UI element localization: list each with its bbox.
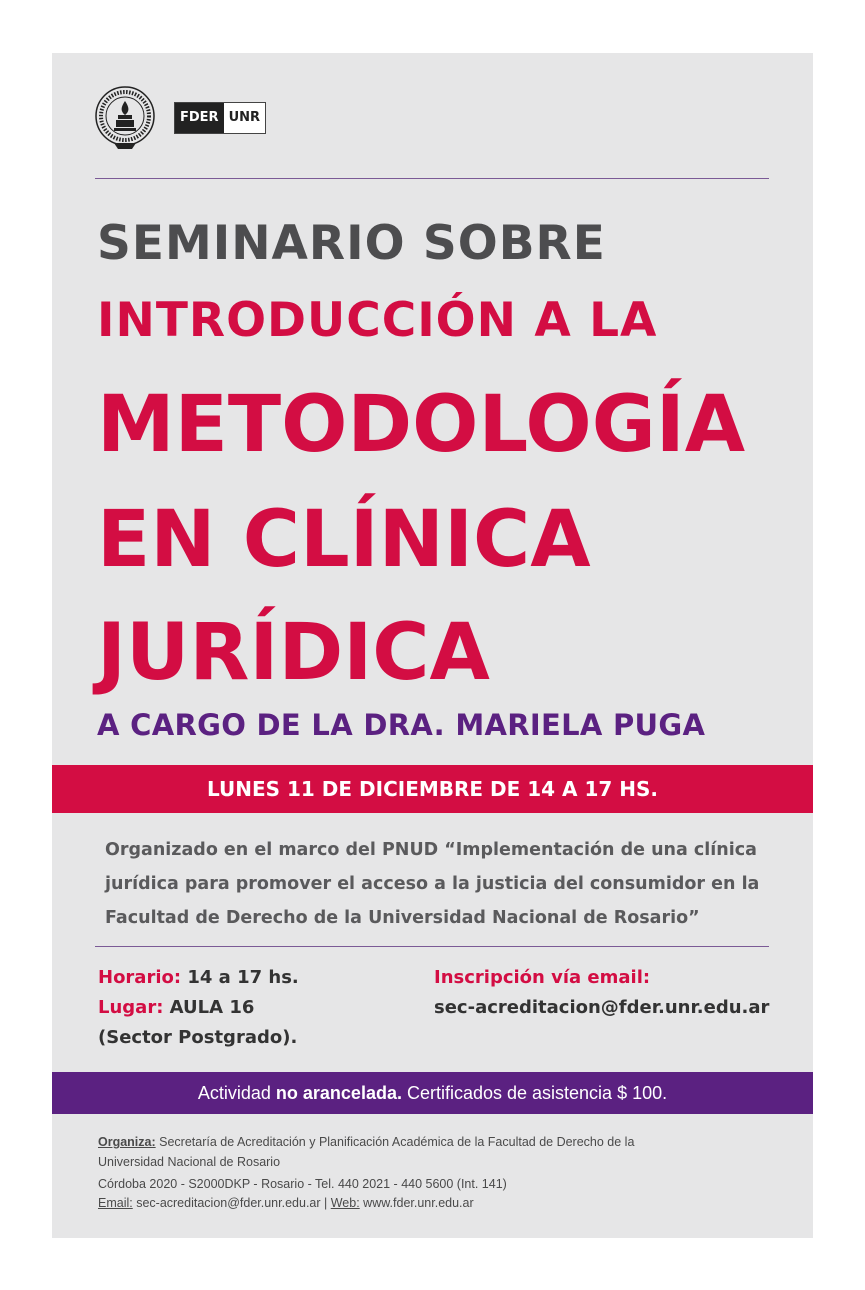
title-line-4: EN CLÍNICA <box>97 495 591 585</box>
description-line-3: Facultad de Derecho de la Universidad Nacional de Rosario” <box>105 908 700 928</box>
organiza-text-2: Universidad Nacional de Rosario <box>98 1155 281 1169</box>
lugar-value: AULA 16 <box>163 997 255 1018</box>
details-left <box>98 963 299 1053</box>
description-line-2: jurídica para promover el acceso a la justicia del consumidor en la <box>105 874 760 894</box>
fee-banner <box>52 1072 813 1114</box>
fder-logo-text: FDER <box>175 103 224 133</box>
speaker: A CARGO DE LA DRA. MARIELA PUGA <box>97 708 706 742</box>
unr-logo-text: UNR <box>224 103 265 133</box>
email-label: Email: <box>98 1196 133 1210</box>
title-line-5: JURÍDICA <box>97 608 490 698</box>
poster <box>52 53 813 1238</box>
inscripcion-email: sec-acreditacion@fder.unr.edu.ar <box>434 997 770 1018</box>
title-line-2: INTRODUCCIÓN A LA <box>97 293 658 348</box>
fee-text <box>52 1072 813 1114</box>
organiza-text-1: Secretaría de Acreditación y Planificación Académica de la Facultad de Derecho de la <box>155 1135 635 1149</box>
fee-part-2: no arancelada. <box>275 1083 402 1103</box>
email-value: sec-acreditacion@fder.unr.edu.ar | <box>132 1196 331 1210</box>
footer-organiza <box>98 1135 634 1149</box>
title-line-1: SEMINARIO SOBRE <box>97 216 606 271</box>
date-text: LUNES 11 DE DICIEMBRE DE 14 A 17 HS. <box>206 777 659 801</box>
footer-address: Córdoba 2020 - S2000DKP - Rosario - Tel. 440 2021 - 440 5600 (Int. 141) <box>98 1177 507 1191</box>
title-line-3: METODOLOGÍA <box>97 380 746 470</box>
date-banner <box>52 765 813 813</box>
lugar-label: Lugar: <box>98 997 164 1018</box>
lugar <box>98 993 299 1023</box>
organiza-label: Organiza: <box>98 1135 156 1149</box>
web-value: www.fder.unr.edu.ar <box>359 1196 474 1210</box>
description <box>105 833 759 935</box>
footer-contact <box>98 1196 474 1210</box>
top-divider <box>95 178 769 179</box>
fee-part-1: Actividad <box>197 1083 276 1103</box>
description-line-1: Organizado en el marco del PNUD “Implementación de una clínica <box>105 840 757 860</box>
inscripcion-label: Inscripción vía email: <box>434 967 651 988</box>
web-label: Web: <box>330 1196 360 1210</box>
horario-label: Horario: <box>98 967 182 988</box>
fee-part-3: Certificados de asistencia $ 100. <box>401 1083 668 1103</box>
fder-unr-logo <box>174 102 266 134</box>
unr-seal-logo <box>94 85 156 151</box>
horario <box>98 963 299 993</box>
horario-value: 14 a 17 hs. <box>181 967 299 988</box>
details-right <box>434 963 769 1023</box>
middle-divider <box>95 946 769 947</box>
lugar-extra: (Sector Postgrado). <box>98 1027 298 1048</box>
